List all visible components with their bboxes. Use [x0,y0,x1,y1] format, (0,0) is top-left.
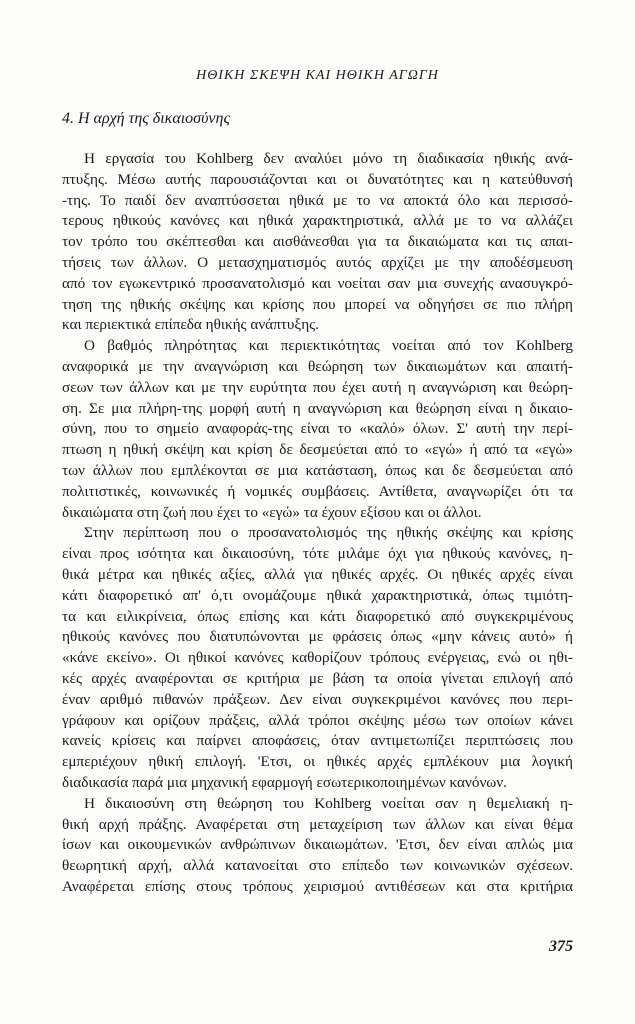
paragraph [62,149,573,336]
text-line: εμπεριέχουν ηθική επιλογή. 'Ετσι, οι ηθικές αρχές εμπλέκουν μια λογική [62,753,573,771]
text-line: τηση της ηθικής σκέψης και κρίσης που μπορεί να οδηγήσει σε πιο πλήρη [62,295,573,313]
text-line: των άλλων που εμπλέκονται σε μια κατάσταση, όπως και δε δεσμεύεται από [62,461,573,479]
text-line: σεων των άλλων και με την ευρύτητα που έχει αυτή η αναγνώριση και θεώρη- [62,378,573,396]
text-line: πολιτιστικές, κοινωνικές ή νομικές συμβάσεις. Αντίθετα, αναγνωρίζει ότι τα [62,482,573,500]
text-line: και περιεκτικά επίπεδα ηθικής ανάπτυξης. [62,316,319,334]
text-line: σύνη, που το σημείο αναφοράς-της είναι το «καλό» όλων. Σ' αυτή την περί- [62,420,573,438]
text-line: Στην περίπτωση που ο προσανατολισμός της ηθικής σκέψης και κρίσης [84,524,573,542]
paragraph [62,336,573,523]
text-line: κές αρχές αναφέρονται σε κριτήρια με βάση τα οποία γίνεται επιλογή από [62,669,573,687]
body-text [62,149,573,898]
paragraph [62,794,573,898]
text-line: κάτι διαφορετικό απ' ό,τι ονομάζουμε ηθικά χαρακτηριστικά, όπως τιμιότη- [62,586,573,604]
paragraph [62,523,573,793]
text-line: θική αρχή πράξης. Αναφέρεται στη μεταχείριση των άλλων και είναι θέμα [62,815,573,833]
text-line: θικά μέτρα και ηθικές αξίες, αλλά για ηθικές αρχές. Οι ηθικές αρχές είναι [62,565,573,583]
text-line: πτωση η ηθική σκέψη και κρίση δε δεσμεύεται από το «εγώ» ή από τα «εγώ» [62,441,573,459]
text-line: κανείς κρίσεις και παίρνει αποφάσεις, όταν αντιμετωπίζει περιπτώσεις που [62,732,573,750]
text-line: θεωρητική αρχή, αλλά κατανοείται στο επίπεδο των κοινωνικών σχέσεων. [62,857,573,875]
text-line: πτυξης. Μέσω αυτής παρουσιάζονται και οι δυνατότητες και η κατεύθυνσή [62,170,573,188]
text-line: Η δικαιοσύνη στη θεώρηση του Kohlberg νοείται σαν η θεμελιακή η- [84,794,573,812]
text-line: Αναφέρεται επίσης στους τρόπους χειρισμού αντιθέσεων και στα κριτήρια [62,877,573,895]
text-line: «κάνε εκείνο». Οι ηθικοί κανόνες καθορίζουν τρόπους ενέργειας, ενώ οι ηθι- [62,649,573,667]
text-line: ίσων και οικουμενικών ανθρώπινων δικαιωμάτων. 'Ετσι, δεν είναι απλώς μια [62,836,573,854]
text-line: τα και ειλικρίνεια, όπως επίσης και κάτι διαφορετικό από συγκεκριμένους [62,607,573,625]
running-head: ΗΘΙΚΗ ΣΚΕΨΗ ΚΑΙ ΗΘΙΚΗ ΑΓΩΓΗ [196,68,439,83]
text-line: τερους ηθικούς κανόνες και ηθικά χαρακτηριστικά, αλλά με το να αλλάζει [62,212,573,230]
text-line: -της. Το παιδί δεν αναπτύσσεται ηθικά με το να αποκτά όλο και περισσό- [62,191,573,209]
text-line: έναν αριθμό πιθανών πράξεων. Δεν είναι συγκεκριμένοι κανόνες που περι- [62,690,573,708]
text-line: Η εργασία του Kohlberg δεν αναλύει μόνο τη διαδικασία ηθικής ανά- [84,150,573,167]
text-line: τήσεις των άλλων. Ο μετασχηματισμός αυτός αρχίζει με την αποδέσμευση [62,253,573,271]
text-line: Ο βαθμός πληρότητας και περιεκτικότητας νοείται από τον Kohlberg [84,337,573,355]
text-line: τον τρόπο του σκέπτεσθαι και αισθάνεσθαι για τα δικαιώματα και τις απαι- [62,233,573,251]
page-number: 375 [549,938,573,955]
text-line: ση. Σε μια πλήρη-της μορφή αυτή η αναγνώριση και θεώρηση είναι η δικαιο- [62,399,573,417]
text-line: αναφορικά με την αναγνώριση και θεώρηση των δικαιωμάτων και απαιτή- [62,357,573,375]
text-line: ηθικούς κανόνες που διατυπώνονται με φράσεις όπως «μην κάνεις αυτό» ή [62,628,573,646]
text-line: από τον εγωκεντρικό προσανατολισμό και νοείται σαν μια συνεχής ανασυγκρό- [62,274,573,292]
text-line: είναι προς ισότητα και δικαιοσύνη, τότε μιλάμε όχι για ηθικούς κανόνες, η- [62,545,573,563]
section-title: 4. Η αρχή της δικαιοσύνης [62,110,230,127]
text-line: δικαιώματα στη ζωή που έχει το «εγώ» τα έχουν εξίσου και οι άλλοι. [62,503,482,521]
text-line: διαδικασία παρά μια μηχανική εφαρμογή εσωτερικοποιημένων κανόνων. [62,773,507,791]
text-line: γράφουν και ορίζουν πράξεις, αλλά τρόποι σκέψης μέσω των οποίων κάνει [62,711,573,729]
